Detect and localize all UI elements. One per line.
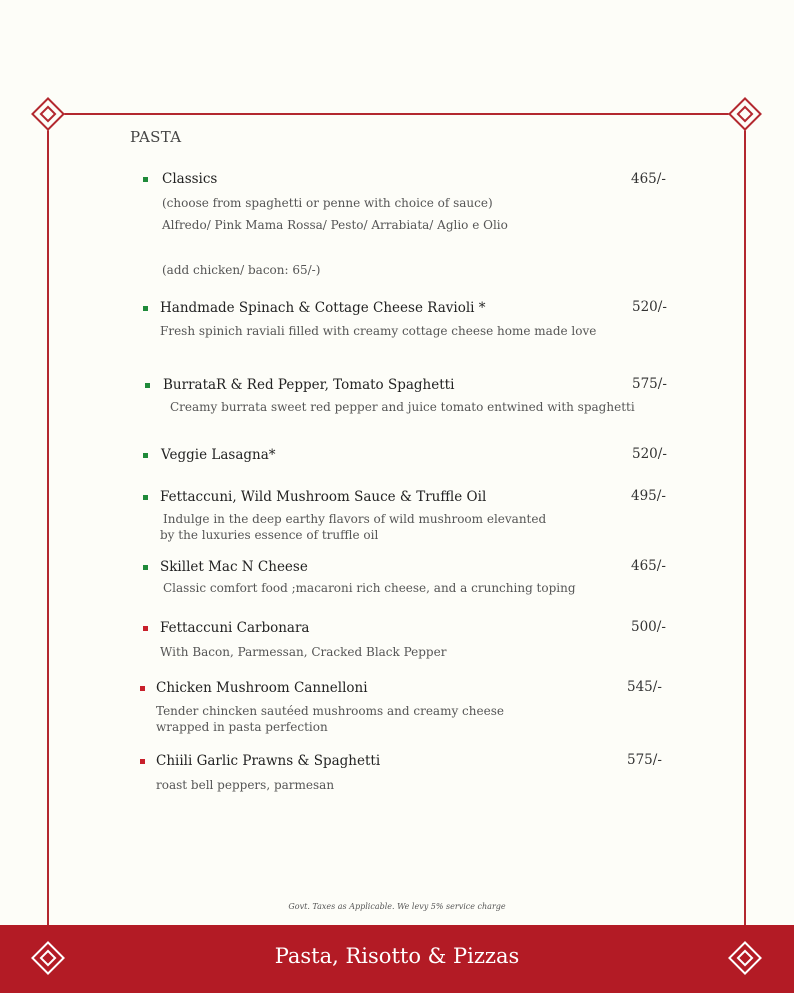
- menu-item-name: BurrataR & Red Pepper, Tomato Spaghetti: [163, 377, 455, 393]
- menu-item-description: Classic comfort food ;macaroni rich cheese, and a crunching toping: [163, 581, 576, 595]
- veg-marker-icon: [143, 453, 148, 458]
- menu-item-price: 575/-: [627, 752, 662, 768]
- menu-item-description: Tender chincken sautéed mushrooms and creamy cheese: [156, 704, 504, 718]
- menu-item-description: With Bacon, Parmessan, Cracked Black Pepper: [160, 645, 447, 659]
- menu-item-price: 465/-: [631, 171, 666, 187]
- menu-item-name: Classics: [162, 171, 218, 187]
- diamond-ornament-icon: [728, 97, 762, 131]
- menu-item-name: Fettaccuni Carbonara: [160, 620, 310, 636]
- nonveg-marker-icon: [140, 759, 145, 764]
- frame-right-border: [744, 113, 746, 925]
- diamond-ornament-icon: [31, 97, 65, 131]
- frame-top-border: [48, 113, 746, 115]
- menu-item-price: 520/-: [632, 446, 667, 462]
- menu-item-name: Handmade Spinach & Cottage Cheese Ravioli *: [160, 300, 486, 316]
- menu-item-price: 575/-: [632, 376, 667, 392]
- menu-item-description: by the luxuries essence of truffle oil: [160, 528, 379, 542]
- section-title: PASTA: [130, 128, 182, 146]
- menu-item-description: Fresh spinich raviali filled with creamy cottage cheese home made love: [160, 324, 597, 338]
- menu-item-price: 495/-: [631, 488, 666, 504]
- menu-item-description: roast bell peppers, parmesan: [156, 778, 335, 792]
- nonveg-marker-icon: [140, 686, 145, 691]
- veg-marker-icon: [143, 565, 148, 570]
- menu-item-description: Alfredo/ Pink Mama Rossa/ Pesto/ Arrabiata/ Aglio e Olio: [162, 218, 508, 232]
- menu-item-name: Veggie Lasagna*: [161, 447, 276, 463]
- menu-item-price: 545/-: [627, 679, 662, 695]
- menu-item-description: Indulge in the deep earthy flavors of wild mushroom elevanted: [163, 512, 547, 526]
- veg-marker-icon: [143, 177, 148, 182]
- menu-item-name: Fettaccuni, Wild Mushroom Sauce & Truffle Oil: [160, 489, 487, 505]
- menu-item-price: 500/-: [631, 619, 666, 635]
- menu-item-price: 465/-: [631, 558, 666, 574]
- tax-note: Govt. Taxes as Applicable. We levy 5% service charge: [288, 902, 506, 911]
- menu-item-price: 520/-: [632, 299, 667, 315]
- menu-item-name: Chiili Garlic Prawns & Spaghetti: [156, 753, 381, 769]
- menu-item-name: Skillet Mac N Cheese: [160, 559, 308, 575]
- menu-item-name: Chicken Mushroom Cannelloni: [156, 680, 368, 696]
- menu-item-description: (choose from spaghetti or penne with choice of sauce): [162, 196, 493, 210]
- nonveg-marker-icon: [143, 626, 148, 631]
- veg-marker-icon: [145, 383, 150, 388]
- footer-title: Pasta, Risotto & Pizzas: [274, 944, 520, 968]
- veg-marker-icon: [143, 306, 148, 311]
- menu-item-description: Creamy burrata sweet red pepper and juice tomato entwined with spaghetti: [170, 400, 635, 414]
- menu-item-description: (add chicken/ bacon: 65/-): [162, 263, 321, 277]
- menu-item-description: wrapped in pasta perfection: [156, 720, 328, 734]
- veg-marker-icon: [143, 495, 148, 500]
- frame-left-border: [47, 113, 49, 925]
